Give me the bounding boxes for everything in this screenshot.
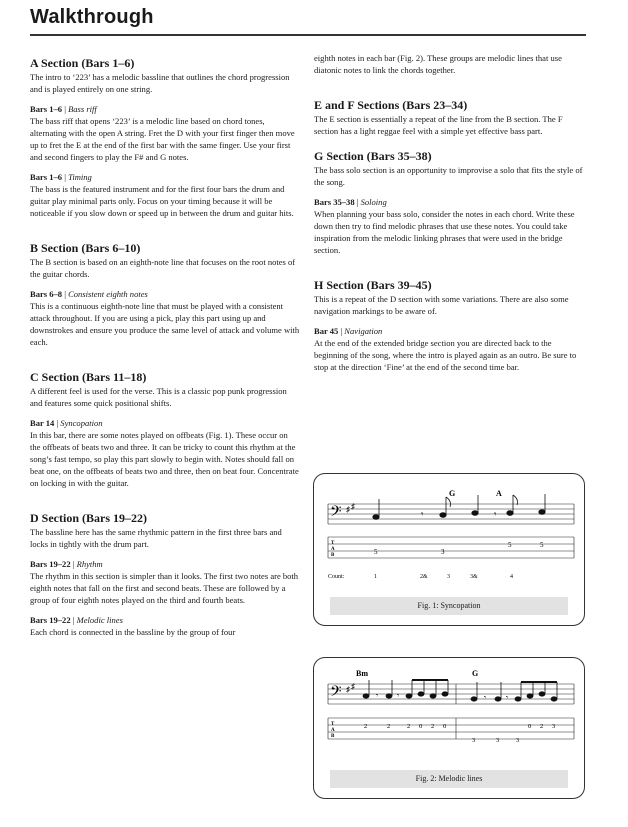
fig2-tab-num: 0 — [443, 723, 447, 730]
g-sub1-text: When planning your bass solo, consider the notes in each chord. Write these down then try to find melodic phrases that use these notes. You could take inspiration from the melodic linking phrases that were used in the bridge section. — [314, 209, 575, 255]
figure-1-notation — [314, 474, 584, 599]
right-column — [314, 52, 584, 373]
fig1-count-label: Count: — [328, 574, 345, 580]
fig1-tab-num: 5 — [508, 541, 512, 549]
h-sub1-name: Navigation — [344, 326, 383, 336]
fig1-tab-num: 3 — [441, 548, 445, 556]
fig2-chord-g: G — [472, 669, 479, 678]
fig1-rest-icon: 𝄾 — [421, 509, 424, 519]
fig2-tab-label-a: A — [331, 728, 335, 733]
g-sub1-bars: Bars 35–38 — [314, 197, 355, 207]
fig2-rest-icon-4: 𝄾 — [506, 693, 509, 702]
b-sub1-heading: Bars 6–8 | Consistent eighth notes — [30, 289, 148, 299]
d-sub2-bars: Bars 19–22 — [30, 615, 71, 625]
fig2-caption: Fig. 2: Melodic lines — [330, 770, 568, 788]
fig2-tab-num: 3 — [516, 737, 520, 744]
h-section-heading: H Section (Bars 39–45) — [314, 278, 432, 292]
g-sub1-name: Soloing — [360, 197, 387, 207]
fig1-chord-g: G — [449, 489, 456, 498]
d-sub2-heading: Bars 19–22 | Melodic lines — [30, 615, 123, 625]
fig1-staff — [328, 504, 574, 524]
a-sub1-bars: Bars 1–6 — [30, 104, 63, 114]
fig1-sharp-icon-2: ♯ — [351, 502, 355, 511]
fig1-tab-staff — [328, 537, 574, 558]
fig2-notes — [363, 680, 557, 701]
h-section-intro: This is a repeat of the D section with some variations. There are also some navigation markings to be aware of. — [314, 294, 569, 316]
a-sub1-text: The bass riff that opens ‘223’ is a melodic line based on chord tones, alternating with the open A string. Fret the D with your first finger then move up to fret the E at the end of the first bar with the same finger. Use your first and second fingers to play the F# and G notes. — [30, 116, 295, 162]
fig1-tab-label: T — [331, 541, 335, 546]
h-sub1-text: At the end of the extended bridge section you are directed back to the beginning of the song, where the intro is played again as an outro. Be sure to stop at the direction ‘Fine’ at the end of the second time bar. — [314, 338, 577, 372]
continuation-text: eighth notes in each bar (Fig. 2). These groups are melodic lines that use diatonic notes to link the chords together. — [314, 53, 562, 75]
fig2-sharp-icon: ♯ — [346, 685, 350, 694]
fig1-tab-num: 5 — [374, 548, 378, 556]
fig1-tab-num: 5 — [540, 541, 544, 549]
a-sub2-bars: Bars 1–6 — [30, 172, 63, 182]
c-section-heading: C Section (Bars 11–18) — [30, 370, 147, 384]
fig2-tab-label-b: B — [331, 734, 335, 739]
fig1-count: 3& — [470, 574, 478, 580]
fig2-sharp-icon-2: ♯ — [351, 682, 355, 691]
fig1-bass-clef-icon: 𝄢 — [330, 503, 342, 523]
title-rule — [30, 34, 586, 36]
c-sub1-bars: Bar 14 — [30, 418, 55, 428]
fig2-tab-num: 2 — [364, 723, 368, 730]
fig1-count: 3 — [447, 574, 450, 580]
d-section-intro: The bassline here has the same rhythmic pattern in the first three bars and locks in tightly with the drum part. — [30, 527, 282, 549]
fig1-caption: Fig. 1: Syncopation — [330, 597, 568, 615]
d-sub1-text: The rhythm in this section is simpler than it looks. The first two notes are both eighth notes that fall on the first and second beats. These are followed by a group of four eighth notes played on the third and fourth beats. — [30, 571, 299, 605]
h-sub1-heading: Bar 45 | Navigation — [314, 326, 383, 336]
d-sub1-bars: Bars 19–22 — [30, 559, 71, 569]
fig2-tab-num: 0 — [528, 723, 532, 730]
fig2-bass-clef-icon: 𝄢 — [330, 683, 342, 703]
c-section-intro: A different feel is used for the verse. This is a classic pop punk progression and features some quick positional shifts. — [30, 386, 287, 408]
fig1-notes — [373, 494, 545, 519]
d-sub1-heading: Bars 19–22 | Rhythm — [30, 559, 103, 569]
fig2-tab-num: 2 — [431, 723, 435, 730]
fig1-tab-label-a: A — [331, 547, 335, 552]
g-section-heading: G Section (Bars 35–38) — [314, 149, 432, 163]
b-sub1-text: This is a continuous eighth-note line that must be played with a consistent attack throughout. If you are using a pick, play this part using up and downstrokes and ensure you produce the same level of attack and volume with each. — [30, 301, 300, 347]
c-sub1-heading: Bar 14 | Syncopation — [30, 418, 103, 428]
ef-section-intro: The E section is essentially a repeat of the line from the B section. The F section has a light reggae feel with a simple yet effective bass part. — [314, 114, 563, 136]
fig1-sharp-icon: ♯ — [346, 505, 350, 514]
ef-section-heading: E and F Sections (Bars 23–34) — [314, 98, 468, 112]
fig1-rest-icon-2: 𝄾 — [494, 509, 497, 519]
fig1-count: 4 — [510, 574, 513, 580]
d-sub2-text: Each chord is connected in the bassline by the group of four — [30, 627, 236, 637]
b-section-intro: The B section is based on an eighth-note line that focuses on the root notes of the guitar chords. — [30, 257, 296, 279]
fig2-tab-label: T — [331, 722, 335, 727]
fig2-rest-icon: 𝄾 — [376, 691, 379, 700]
a-sub2-heading: Bars 1–6 | Timing — [30, 172, 92, 182]
figure-2-notation — [314, 658, 584, 770]
fig2-tab-num: 0 — [419, 723, 423, 730]
fig2-tab-num: 2 — [407, 723, 411, 730]
c-sub1-text: In this bar, there are some notes played on offbeats (Fig. 1). These occur on the offbeats of beats two and three. It can be tricky to count this rhythm at the song’s fast tempo, so play this part slowly to begin with. Notes should fall on beat one, on the offbeats of beats two and three, then on beat four. Concentrate on locking in with the guitar. — [30, 430, 299, 488]
fig1-tab-label-b: B — [331, 553, 335, 558]
figure-1-syncopation — [313, 473, 585, 626]
fig2-tab-num: 3 — [472, 737, 476, 744]
d-section-heading: D Section (Bars 19–22) — [30, 511, 147, 525]
b-section-heading: B Section (Bars 6–10) — [30, 241, 141, 255]
fig2-chord-bm: Bm — [356, 669, 368, 678]
a-sub2-text: The bass is the featured instrument and for the first four bars the drum and guitar play minimal parts only. Focus on your timing because it will be noticeable if you slow down or speed up in between the drum and guitar hits. — [30, 184, 294, 218]
a-section-heading: A Section (Bars 1–6) — [30, 56, 135, 70]
a-section-intro: The intro to ‘223’ has a melodic bassline that outlines the chord progression and is played entirely on one string. — [30, 72, 290, 94]
fig2-rest-icon-2: 𝄾 — [397, 691, 400, 700]
d-sub1-name: Rhythm — [76, 559, 103, 569]
d-sub2-name: Melodic lines — [76, 615, 123, 625]
g-sub1-heading: Bars 35–38 | Soloing — [314, 197, 387, 207]
a-sub2-name: Timing — [68, 172, 92, 182]
fig2-tab-num: 3 — [552, 723, 556, 730]
fig1-count: 1 — [374, 574, 377, 580]
g-section-intro: The bass solo section is an opportunity to improvise a solo that fits the style of the song. — [314, 165, 583, 187]
h-sub1-bars: Bar 45 — [314, 326, 339, 336]
fig2-tab-num: 2 — [387, 723, 391, 730]
fig2-rest-icon-3: 𝄾 — [484, 693, 487, 702]
a-sub1-name: Bass riff — [68, 104, 97, 114]
b-sub1-bars: Bars 6–8 — [30, 289, 63, 299]
fig2-tab-num: 2 — [540, 723, 544, 730]
fig1-chord-a: A — [496, 489, 502, 498]
c-sub1-name: Syncopation — [60, 418, 103, 428]
fig1-count: 2& — [420, 574, 428, 580]
a-sub1-heading: Bars 1–6 | Bass riff — [30, 104, 97, 114]
page-title: Walkthrough — [30, 6, 154, 28]
left-column — [30, 56, 300, 638]
b-sub1-name: Consistent eighth notes — [68, 289, 148, 299]
figure-2-melodic-lines — [313, 657, 585, 799]
fig2-tab-num: 3 — [496, 737, 500, 744]
